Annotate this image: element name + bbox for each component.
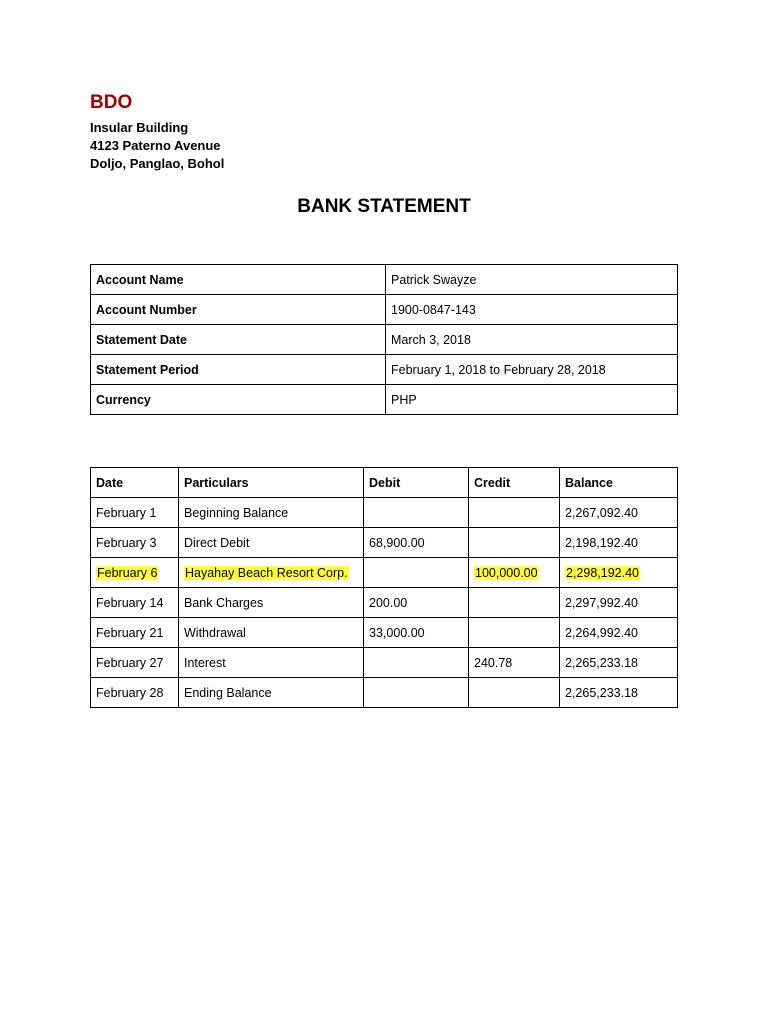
transaction-balance-cell xyxy=(560,558,678,588)
transaction-row xyxy=(91,528,678,558)
transactions-header-row xyxy=(91,468,678,498)
transaction-credit-cell: 240.78 xyxy=(469,648,560,678)
account-info-row xyxy=(91,295,678,325)
transaction-balance-cell: 2,265,233.18 xyxy=(560,678,678,708)
transaction-particulars-cell xyxy=(179,558,364,588)
transaction-debit-cell xyxy=(364,648,469,678)
transaction-balance-cell: 2,198,192.40 xyxy=(560,528,678,558)
account-info-row xyxy=(91,265,678,295)
account-info-row xyxy=(91,325,678,355)
transaction-date-cell: February 27 xyxy=(91,648,179,678)
transaction-particulars-cell: Ending Balance xyxy=(179,678,364,708)
transaction-balance-cell: 2,297,992.40 xyxy=(560,588,678,618)
account-info-row xyxy=(91,355,678,385)
account-info-value: March 3, 2018 xyxy=(386,325,678,355)
highlighted-text: 2,298,192.40 xyxy=(566,565,639,580)
transaction-debit-cell xyxy=(364,678,469,708)
transaction-debit-cell: 68,900.00 xyxy=(364,528,469,558)
transaction-row xyxy=(91,588,678,618)
transaction-row xyxy=(91,618,678,648)
account-info-table xyxy=(90,264,678,415)
account-info-label: Account Name xyxy=(91,265,386,295)
column-header-balance: Balance xyxy=(560,468,678,498)
transaction-date-cell: February 3 xyxy=(91,528,179,558)
transaction-credit-cell xyxy=(469,678,560,708)
transaction-date-cell: February 14 xyxy=(91,588,179,618)
transaction-date-cell xyxy=(91,558,179,588)
transaction-credit-cell xyxy=(469,588,560,618)
account-info-value: February 1, 2018 to February 28, 2018 xyxy=(386,355,678,385)
transaction-credit-cell xyxy=(469,618,560,648)
transaction-row xyxy=(91,558,678,588)
account-info-label: Statement Period xyxy=(91,355,386,385)
transaction-credit-cell xyxy=(469,498,560,528)
account-info-row xyxy=(91,385,678,415)
account-info-value: Patrick Swayze xyxy=(386,265,678,295)
transaction-debit-cell: 200.00 xyxy=(364,588,469,618)
transaction-debit-cell xyxy=(364,498,469,528)
transaction-particulars-cell: Bank Charges xyxy=(179,588,364,618)
transaction-particulars-cell: Direct Debit xyxy=(179,528,364,558)
transaction-balance-cell: 2,264,992.40 xyxy=(560,618,678,648)
address-line: Doljo, Panglao, Bohol xyxy=(90,156,225,171)
transaction-row xyxy=(91,648,678,678)
transaction-balance-cell: 2,267,092.40 xyxy=(560,498,678,528)
transaction-balance-cell: 2,265,233.18 xyxy=(560,648,678,678)
highlighted-text: February 6 xyxy=(97,565,158,580)
bank-name: BDO xyxy=(90,92,133,113)
document-title: BANK STATEMENT xyxy=(297,196,471,217)
address-line: 4123 Paterno Avenue xyxy=(90,138,221,153)
transactions-table xyxy=(90,467,678,708)
account-info-label: Statement Date xyxy=(91,325,386,355)
transaction-particulars-cell: Interest xyxy=(179,648,364,678)
account-info-value: 1900-0847-143 xyxy=(386,295,678,325)
transaction-date-cell: February 21 xyxy=(91,618,179,648)
account-info-label: Currency xyxy=(91,385,386,415)
bank-address xyxy=(90,119,224,173)
account-info-value: PHP xyxy=(386,385,678,415)
transaction-credit-cell xyxy=(469,558,560,588)
highlighted-text: 100,000.00 xyxy=(475,565,538,580)
column-header-particulars: Particulars xyxy=(179,468,364,498)
transaction-row xyxy=(91,678,678,708)
column-header-credit: Credit xyxy=(469,468,560,498)
transactions-body xyxy=(91,498,678,708)
transaction-particulars-cell: Withdrawal xyxy=(179,618,364,648)
transaction-debit-cell: 33,000.00 xyxy=(364,618,469,648)
transaction-credit-cell xyxy=(469,528,560,558)
column-header-debit: Debit xyxy=(364,468,469,498)
transaction-date-cell: February 28 xyxy=(91,678,179,708)
address-line: Insular Building xyxy=(90,120,189,135)
account-info-label: Account Number xyxy=(91,295,386,325)
column-header-date: Date xyxy=(91,468,179,498)
transaction-debit-cell xyxy=(364,558,469,588)
transaction-date-cell: February 1 xyxy=(91,498,179,528)
transaction-particulars-cell: Beginning Balance xyxy=(179,498,364,528)
transaction-row xyxy=(91,498,678,528)
highlighted-text: Hayahay Beach Resort Corp. xyxy=(185,565,348,580)
